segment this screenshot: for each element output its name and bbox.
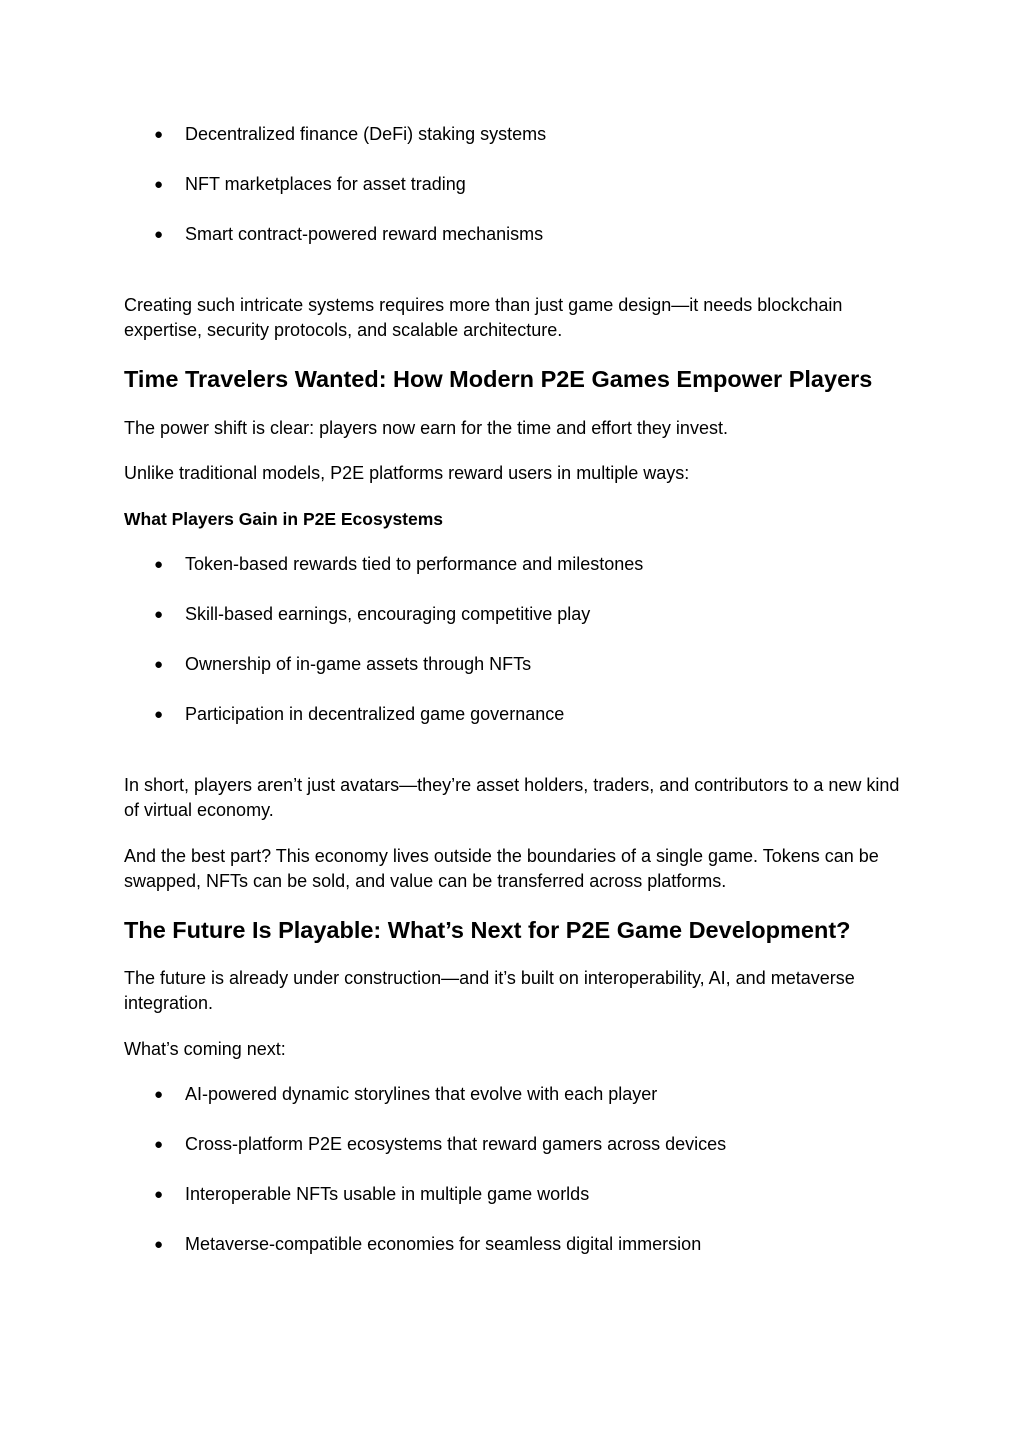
list-item bbox=[154, 1182, 914, 1207]
list-item-text: Interoperable NFTs usable in multiple game worlds bbox=[185, 1184, 590, 1204]
paragraph-future: The future is already under construction—and it’s built on interoperability, AI, and metaverse integration. bbox=[124, 968, 855, 1013]
list-item bbox=[154, 1232, 914, 1257]
paragraph-power-shift: The power shift is clear: players now earn for the time and effort they invest. bbox=[124, 418, 728, 438]
list-item-text: NFT marketplaces for asset trading bbox=[185, 174, 466, 194]
bullet-icon: ● bbox=[154, 706, 164, 723]
bullet-icon: ● bbox=[154, 226, 164, 243]
list-item-text: Ownership of in-game assets through NFTs bbox=[185, 654, 532, 674]
paragraph-coming-next: What’s coming next: bbox=[124, 1039, 286, 1059]
list-item-text: Decentralized finance (DeFi) staking systems bbox=[185, 124, 547, 144]
bullet-icon: ● bbox=[154, 656, 164, 673]
list-item bbox=[154, 1132, 914, 1157]
list-item bbox=[154, 702, 914, 727]
list-item-text: Skill-based earnings, encouraging competitive play bbox=[185, 604, 591, 624]
list-item-text: AI-powered dynamic storylines that evolve with each player bbox=[185, 1084, 658, 1104]
bullet-icon: ● bbox=[154, 556, 164, 573]
list-item bbox=[154, 652, 914, 677]
section-heading-time-travelers: Time Travelers Wanted: How Modern P2E Games Empower Players bbox=[124, 366, 873, 392]
list-item-text: Smart contract-powered reward mechanisms bbox=[185, 224, 544, 244]
list-item bbox=[154, 222, 914, 247]
paragraph-best-part: And the best part? This economy lives outside the boundaries of a single game. Tokens can be swapped, NFTs can be sold, and value can be transferred across platforms. bbox=[124, 846, 879, 891]
paragraph-creating: Creating such intricate systems requires more than just game design—it needs blockchain expertise, security protocols, and scalable architecture. bbox=[124, 295, 843, 340]
list-item bbox=[154, 552, 914, 577]
paragraph-in-short: In short, players aren’t just avatars—they’re asset holders, traders, and contributors to a new kind of virtual economy. bbox=[124, 775, 900, 820]
list-item-text: Token-based rewards tied to performance and milestones bbox=[185, 554, 644, 574]
list-item bbox=[154, 602, 914, 627]
list-item-text: Cross-platform P2E ecosystems that reward gamers across devices bbox=[185, 1134, 727, 1154]
bullet-icon: ● bbox=[154, 176, 164, 193]
list-item-text: Metaverse-compatible economies for seamless digital immersion bbox=[185, 1234, 702, 1254]
bullet-icon: ● bbox=[154, 606, 164, 623]
paragraph-unlike: Unlike traditional models, P2E platforms reward users in multiple ways: bbox=[124, 463, 690, 483]
list-item bbox=[154, 122, 914, 147]
bullet-icon: ● bbox=[154, 126, 164, 143]
list-item bbox=[154, 1082, 914, 1107]
list-item bbox=[154, 172, 914, 197]
subheading-players-gain: What Players Gain in P2E Ecosystems bbox=[124, 509, 444, 529]
list-item-text: Participation in decentralized game governance bbox=[185, 704, 565, 724]
bullet-icon: ● bbox=[154, 1186, 164, 1203]
bullet-icon: ● bbox=[154, 1236, 164, 1253]
bullet-icon: ● bbox=[154, 1136, 164, 1153]
bullet-icon: ● bbox=[154, 1086, 164, 1103]
section-heading-future: The Future Is Playable: What’s Next for P2E Game Development? bbox=[124, 917, 851, 943]
